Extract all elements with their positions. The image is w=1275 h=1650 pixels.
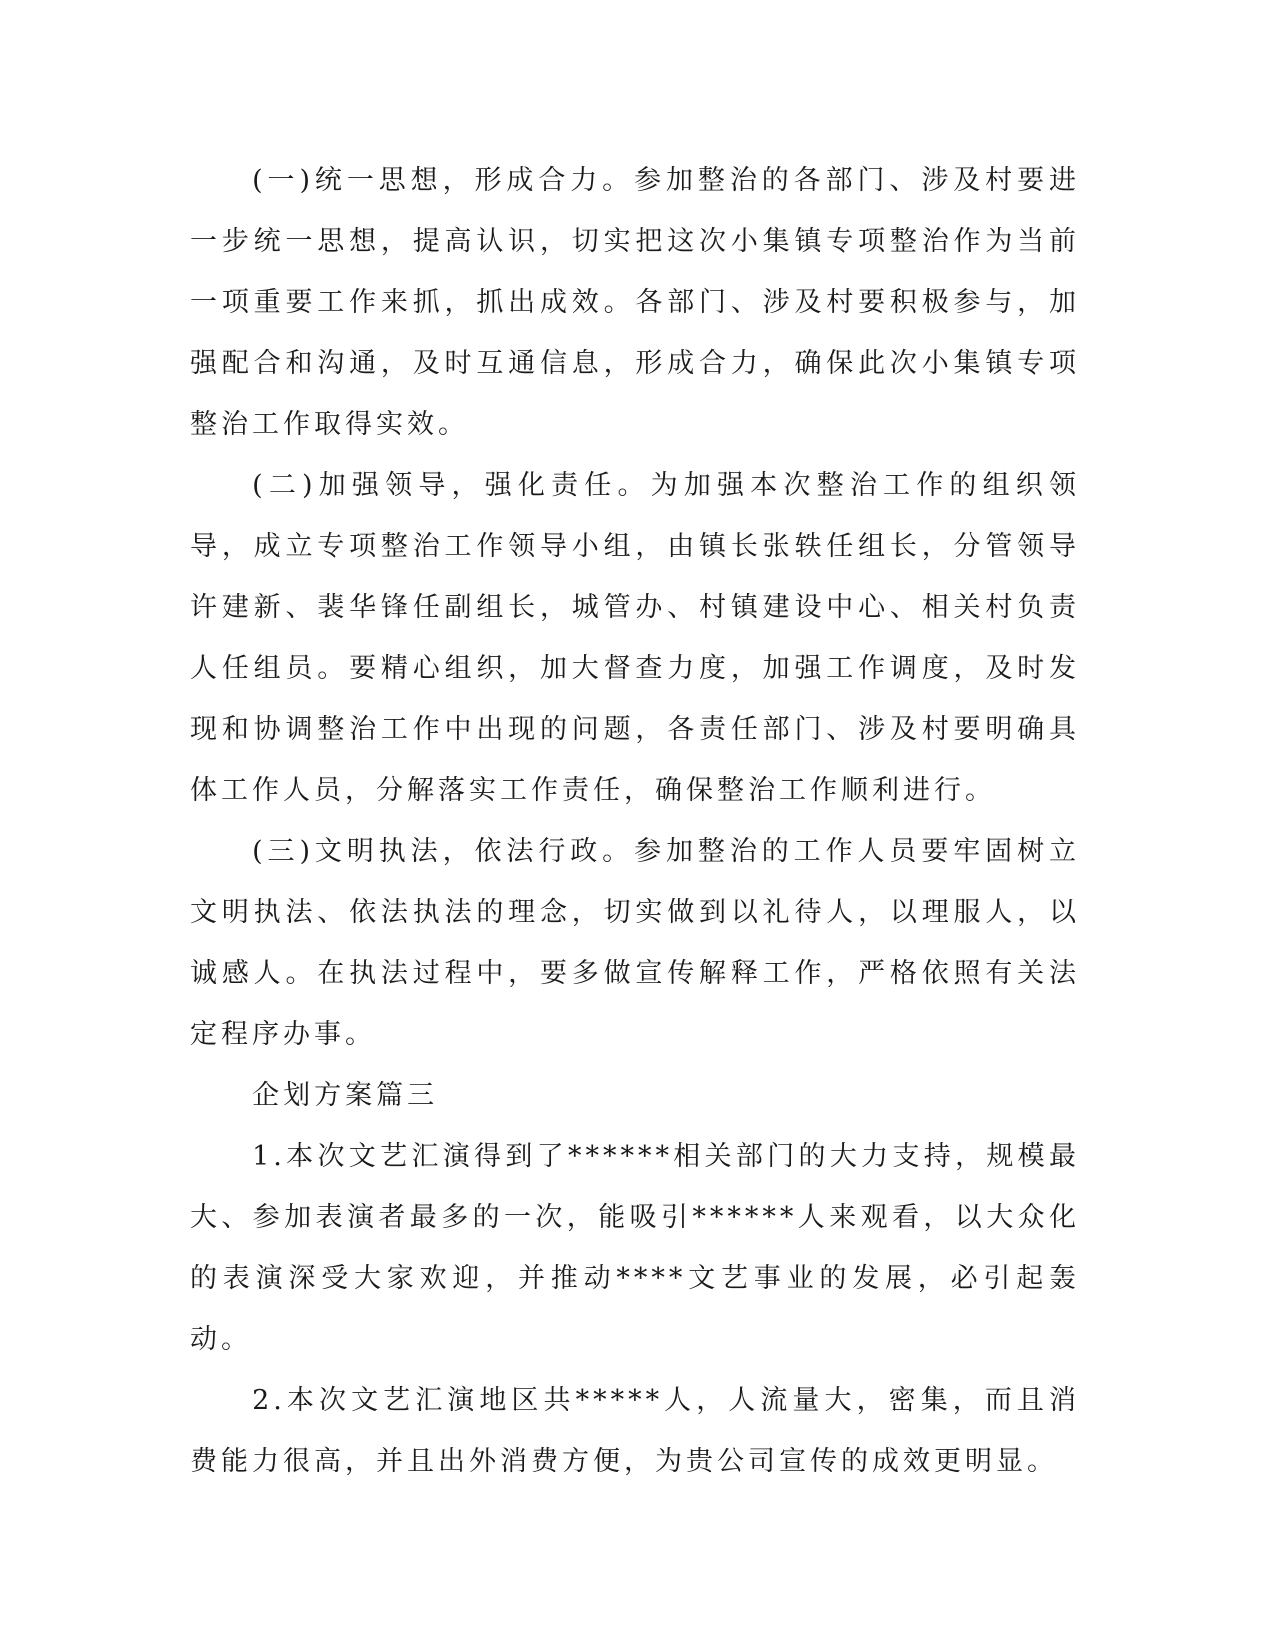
- section-heading: 企划方案篇三: [252, 1080, 439, 1111]
- paragraph-strengthen-leadership: (二)加强领导，强化责任。为加强本次整治工作的组织领导，成立专项整治工作领导小组，由镇长张轶任组长，分管领导许建新、裴华锋任副组长，城管办、村镇建设中心、相关村负责人任组员。要精心组织，加大督查力度，加强工作调度，及时发现和协调整治工作中出现的问题，各责任部门、涉及村要明确具体工作人员，分解落实工作责任，确保整治工作顺利进行。: [190, 470, 1080, 806]
- paragraph-unify-thinking: (一)统一思想，形成合力。参加整治的各部门、涉及村要进一步统一思想，提高认识，切实把这次小集镇专项整治作为当前一项重要工作来抓，抓出成效。各部门、涉及村要积极参与，加强配合和沟通，及时互通信息，形成合力，确保此次小集镇专项整治工作取得实效。: [190, 165, 1080, 440]
- paragraph-civilized-enforcement: (三)文明执法，依法行政。参加整治的工作人员要牢固树立文明执法、依法执法的理念，切实做到以礼待人，以理服人，以诚感人。在执法过程中，要多做宣传解释工作，严格依照有关法定程序办事。: [190, 836, 1080, 1050]
- list-item-1: 1.本次文艺汇演得到了******相关部门的大力支持，规模最大、参加表演者最多的一次，能吸引******人来观看，以大众化的表演深受大家欢迎，并推动****文艺事业的发展，必引起轰动。: [190, 1141, 1080, 1355]
- document-page: [190, 150, 1080, 1492]
- list-item-2: 2.本次文艺汇演地区共*****人，人流量大，密集，而且消费能力很高，并且出外消费方便，为贵公司宣传的成效更明显。: [190, 1385, 1080, 1477]
